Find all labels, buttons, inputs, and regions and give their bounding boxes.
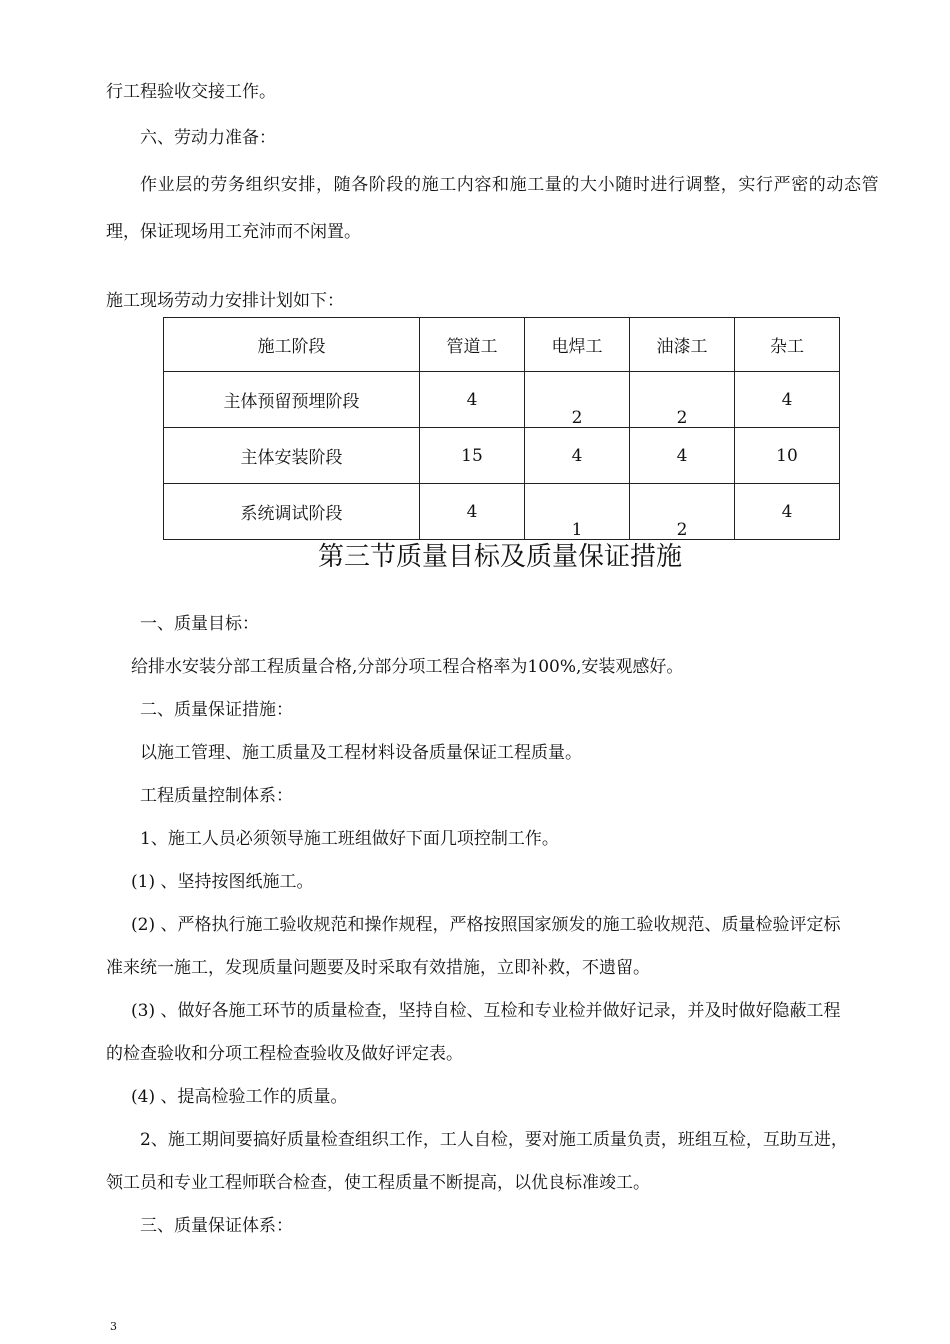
paragraph-line: 2、施工期间要搞好质量检查组织工作，工人自检，要对施工质量负责，班组互检，互助互进， xyxy=(140,1130,848,1150)
list-item: (4) 、提高检验工作的质量。 xyxy=(131,1087,348,1107)
table-cell: 4 xyxy=(420,372,525,428)
paragraph-line: 工程质量控制体系： xyxy=(140,786,293,806)
page-number: 3 xyxy=(110,1320,117,1333)
header-cell: 施工阶段 xyxy=(164,318,420,372)
section-heading-labor: 六、劳动力准备： xyxy=(140,128,276,148)
list-item: (1) 、坚持按图纸施工。 xyxy=(131,872,314,892)
paragraph-line: 领工员和专业工程师联合检查，使工程质量不断提高，以优良标准竣工。 xyxy=(106,1173,650,1193)
section-heading: 三、质量保证体系： xyxy=(140,1216,293,1236)
section-heading: 二、质量保证措施： xyxy=(140,700,293,720)
section-title: 第三节质量目标及质量保证措施 xyxy=(317,542,682,572)
header-cell: 电焊工 xyxy=(525,318,630,372)
table-cell: 4 xyxy=(525,428,630,484)
list-item: (3) 、做好各施工环节的质量检查，坚持自检、互检和专业检并做好记录，并及时做好隐蔽工程 xyxy=(131,1001,841,1021)
table-cell: 2 xyxy=(630,372,735,428)
paragraph-line: 1、施工人员必须领导施工班组做好下面几项控制工作。 xyxy=(140,829,559,849)
header-cell: 管道工 xyxy=(420,318,525,372)
paragraph-line: 以施工管理、施工质量及工程材料设备质量保证工程质量。 xyxy=(140,743,582,763)
text-line: 行工程验收交接工作。 xyxy=(106,82,276,102)
table-cell: 4 xyxy=(420,484,525,540)
table-row xyxy=(164,428,840,484)
table-row xyxy=(164,372,840,428)
table-header-row xyxy=(164,318,840,372)
table-cell: 4 xyxy=(735,484,840,540)
table-cell: 2 xyxy=(630,484,735,540)
header-cell: 杂工 xyxy=(735,318,840,372)
paragraph-line: 理，保证现场用工充沛而不闲置。 xyxy=(106,222,361,242)
table-cell: 1 xyxy=(525,484,630,540)
table-caption: 施工现场劳动力安排计划如下： xyxy=(106,291,344,311)
table-cell: 4 xyxy=(735,372,840,428)
list-item: (2) 、严格执行施工验收规范和操作规程，严格按照国家颁发的施工验收规范、质量检验评定标 xyxy=(131,915,841,935)
table-cell: 2 xyxy=(525,372,630,428)
paragraph-line: 作业层的劳务组织安排，随各阶段的施工内容和施工量的大小随时进行调整，实行严密的动态管 xyxy=(140,175,880,195)
table-cell: 15 xyxy=(420,428,525,484)
paragraph-line: 准来统一施工，发现质量问题要及时采取有效措施，立即补救，不遗留。 xyxy=(106,958,650,978)
header-cell: 油漆工 xyxy=(630,318,735,372)
table-cell: 主体预留预埋阶段 xyxy=(164,372,420,428)
table-row xyxy=(164,484,840,540)
table-cell: 10 xyxy=(735,428,840,484)
table-cell: 主体安装阶段 xyxy=(164,428,420,484)
paragraph-line: 给排水安装分部工程质量合格,分部分项工程合格率为100%,安装观感好。 xyxy=(131,657,684,677)
labor-plan-table xyxy=(163,317,840,540)
table-cell: 系统调试阶段 xyxy=(164,484,420,540)
section-heading: 一、质量目标： xyxy=(140,614,259,634)
table-cell: 4 xyxy=(630,428,735,484)
paragraph-line: 的检查验收和分项工程检查验收及做好评定表。 xyxy=(106,1044,463,1064)
